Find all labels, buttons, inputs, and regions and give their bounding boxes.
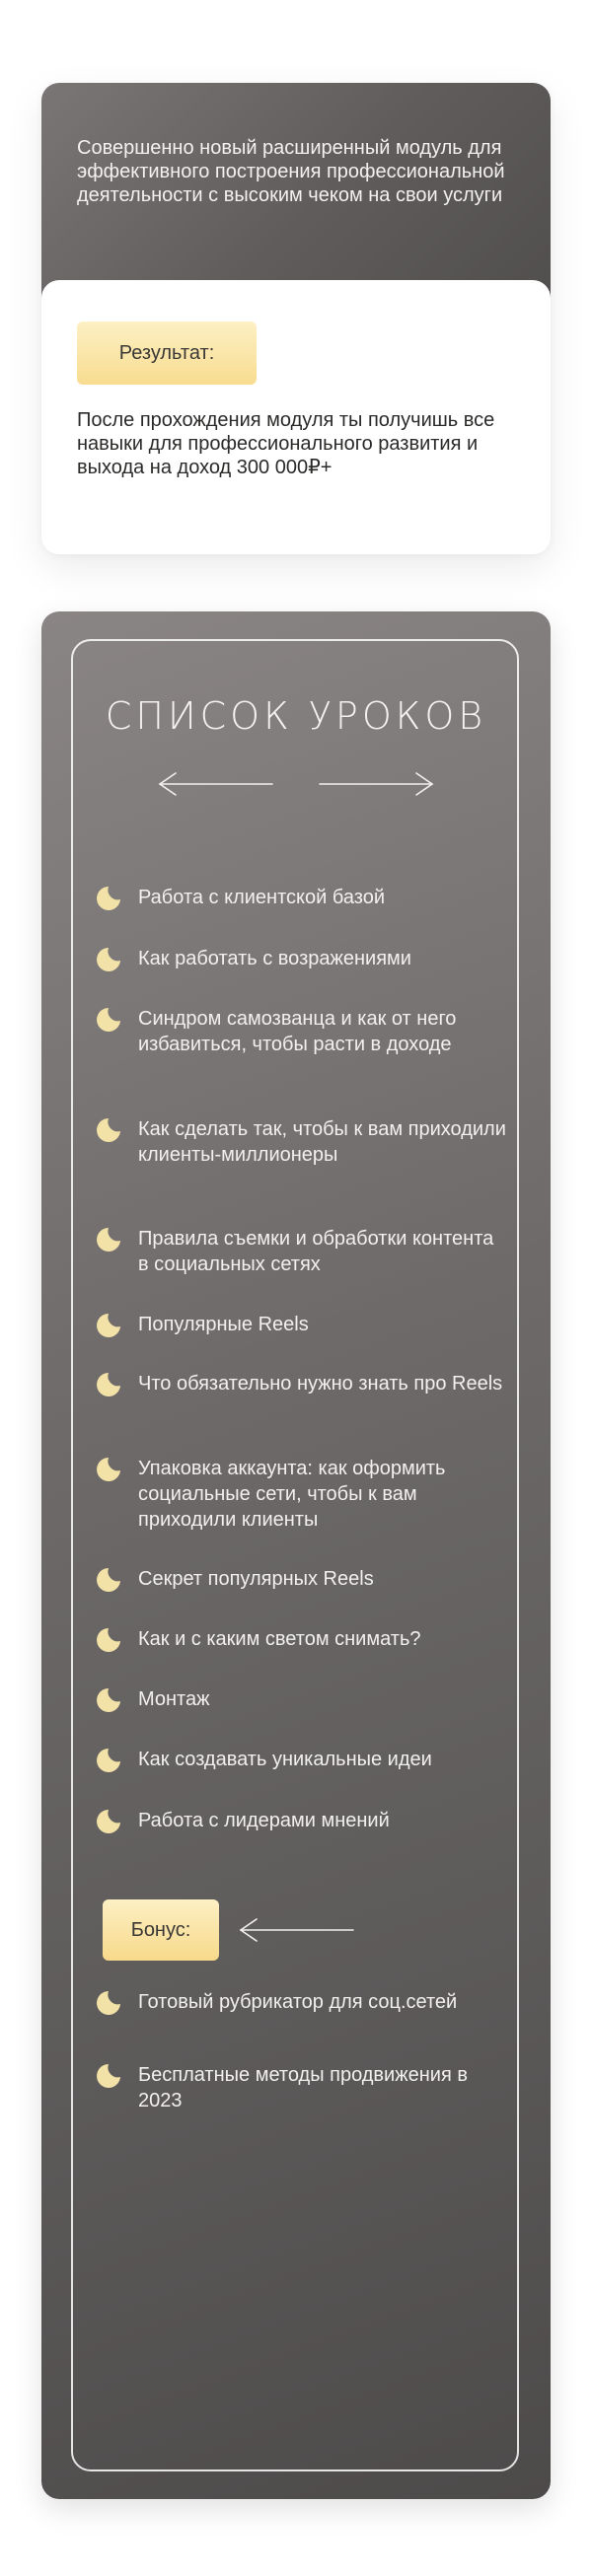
crescent-moon-icon — [95, 1566, 122, 1594]
lesson-label: Популярные Reels — [138, 1314, 309, 1335]
lesson-label: Работа с лидерами мнений — [138, 1810, 390, 1831]
lesson-label: Работа с клиентской базой — [138, 887, 385, 908]
lesson-label: Упаковка аккаунта: как оформить социальные сети, чтобы к вам приходили клиенты — [138, 1458, 446, 1531]
lessons-card — [41, 611, 551, 2499]
crescent-moon-icon — [95, 1747, 122, 1774]
crescent-moon-icon — [95, 1626, 122, 1654]
crescent-moon-icon — [95, 1808, 122, 1835]
crescent-moon-icon — [95, 1686, 122, 1714]
bonus-badge: Бонус: — [103, 1899, 219, 1961]
lesson-label: Монтаж — [138, 1688, 210, 1710]
lesson-label: Как создавать уникальные идеи — [138, 1749, 432, 1770]
bonus-label-text: Бесплатные методы продвижения в 2023 — [138, 2064, 468, 2111]
lesson-label: Что обязательно нужно знать про Reels — [138, 1373, 503, 1395]
lesson-label: Как и с каким светом снимать? — [138, 1628, 421, 1650]
crescent-moon-icon — [95, 1371, 122, 1398]
crescent-moon-icon — [95, 1116, 122, 1144]
result-badge: Результат: — [77, 322, 257, 385]
crescent-moon-icon — [95, 1456, 122, 1483]
crescent-moon-icon — [95, 885, 122, 912]
lesson-label: Синдром самозванца и как от него избавиться, чтобы расти в доходе — [138, 1008, 457, 1055]
lesson-label: Как сделать так, чтобы к вам приходили клиенты-миллионеры — [138, 1118, 506, 1166]
crescent-moon-icon — [95, 1989, 122, 2017]
arrow-right-icon[interactable] — [320, 773, 432, 795]
lessons-title: СПИСОК УРОКОВ — [105, 694, 487, 738]
crescent-moon-icon — [95, 1312, 122, 1339]
arrow-left-icon[interactable] — [160, 773, 272, 795]
lessons-frame — [71, 639, 519, 2471]
crescent-moon-icon — [95, 1226, 122, 1253]
arrow-left-icon — [235, 1915, 359, 1945]
lesson-label: Как работать с возражениями — [138, 948, 411, 969]
crescent-moon-icon — [95, 1006, 122, 1034]
crescent-moon-icon — [95, 946, 122, 973]
result-section — [41, 280, 551, 554]
module-description: Совершенно новый расширенный модуль для эффективного построения профессиональной деятельности с высоким чеком на свои услуги — [77, 137, 505, 206]
crescent-moon-icon — [95, 2062, 122, 2090]
lesson-label: Правила съемки и обработки контента в социальных сетях — [138, 1228, 494, 1275]
intro-card — [41, 83, 551, 554]
result-text: После прохождения модуля ты получишь все навыки для профессионального развития и выхода на доход 300 000₽+ — [77, 409, 495, 478]
bonus-label-text: Готовый рубрикатор для соц.сетей — [138, 1991, 458, 2013]
navigation-arrows — [150, 769, 442, 799]
lesson-label: Секрет популярных Reels — [138, 1568, 374, 1590]
intro-header — [41, 83, 551, 300]
